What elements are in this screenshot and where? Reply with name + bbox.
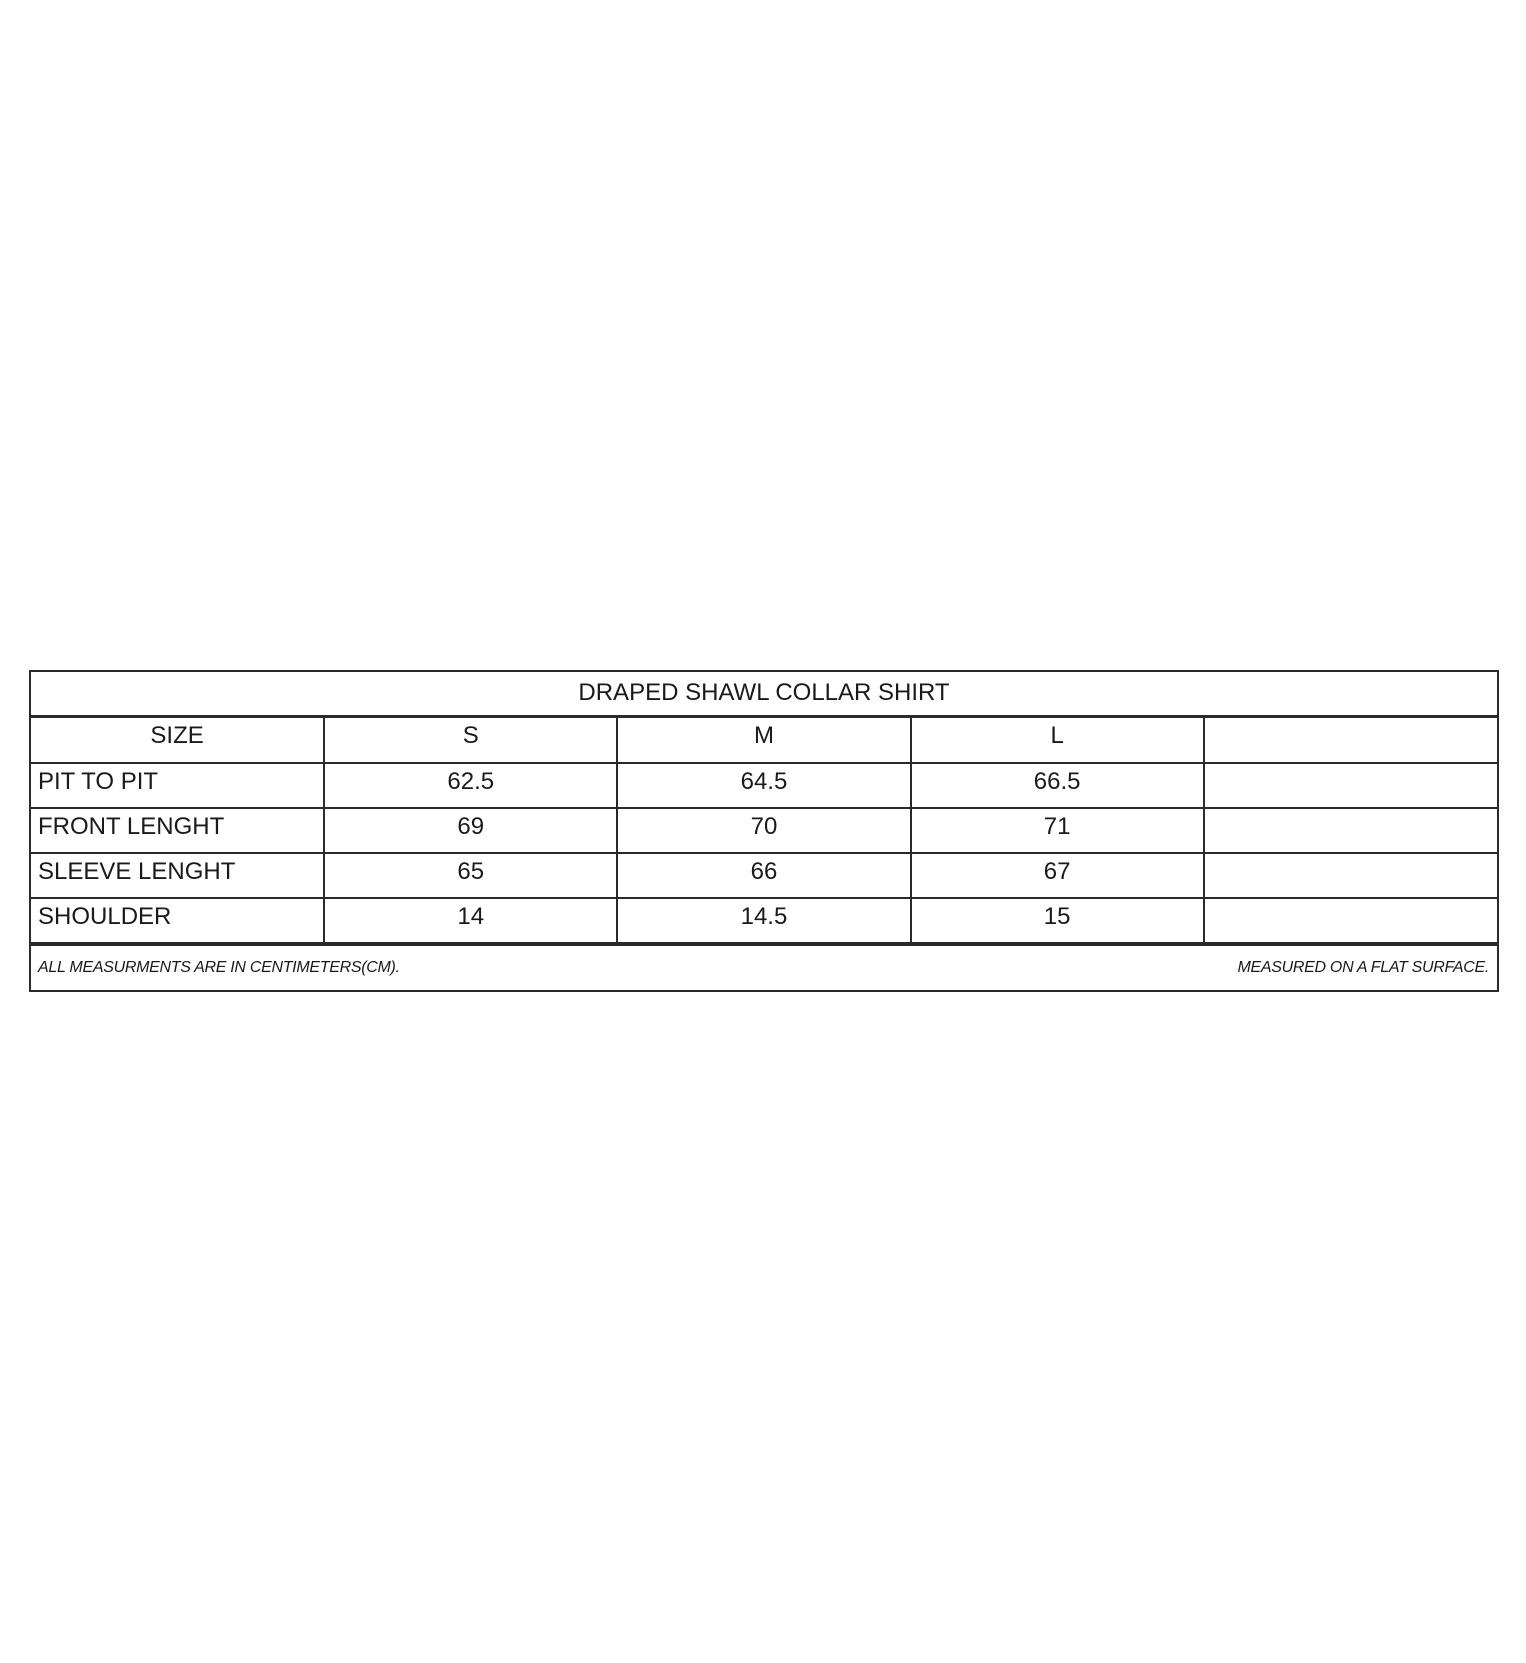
cell-value: 69 bbox=[324, 808, 617, 853]
header-empty bbox=[1204, 718, 1497, 763]
row-label-pit-to-pit: PIT TO PIT bbox=[31, 763, 324, 808]
table-row bbox=[31, 763, 1497, 808]
header-size-l: L bbox=[911, 718, 1204, 763]
chart-footer bbox=[31, 944, 1497, 990]
cell-value: 14 bbox=[324, 898, 617, 943]
cell-value: 71 bbox=[911, 808, 1204, 853]
header-size-s: S bbox=[324, 718, 617, 763]
header-size-m: M bbox=[617, 718, 910, 763]
row-label-front-length: FRONT LENGHT bbox=[31, 808, 324, 853]
table-row bbox=[31, 898, 1497, 943]
cell-value: 66.5 bbox=[911, 763, 1204, 808]
table-header-row bbox=[31, 718, 1497, 763]
cell-value: 67 bbox=[911, 853, 1204, 898]
cell-value: 15 bbox=[911, 898, 1204, 943]
footer-units-note: ALL MEASURMENTS ARE IN CENTIMETERS(CM). bbox=[38, 959, 400, 976]
cell-value bbox=[1204, 763, 1497, 808]
row-label-shoulder: SHOULDER bbox=[31, 898, 324, 943]
table-row bbox=[31, 853, 1497, 898]
size-table bbox=[31, 718, 1497, 944]
cell-value: 64.5 bbox=[617, 763, 910, 808]
cell-value: 65 bbox=[324, 853, 617, 898]
row-label-sleeve-length: SLEEVE LENGHT bbox=[31, 853, 324, 898]
size-chart bbox=[29, 670, 1499, 992]
table-row bbox=[31, 808, 1497, 853]
footer-method-note: MEASURED ON A FLAT SURFACE. bbox=[1237, 959, 1489, 976]
cell-value: 66 bbox=[617, 853, 910, 898]
chart-title: DRAPED SHAWL COLLAR SHIRT bbox=[31, 672, 1497, 718]
cell-value: 14.5 bbox=[617, 898, 910, 943]
cell-value bbox=[1204, 808, 1497, 853]
cell-value: 62.5 bbox=[324, 763, 617, 808]
cell-value bbox=[1204, 853, 1497, 898]
header-size-label: SIZE bbox=[31, 718, 324, 763]
cell-value: 70 bbox=[617, 808, 910, 853]
cell-value bbox=[1204, 898, 1497, 943]
